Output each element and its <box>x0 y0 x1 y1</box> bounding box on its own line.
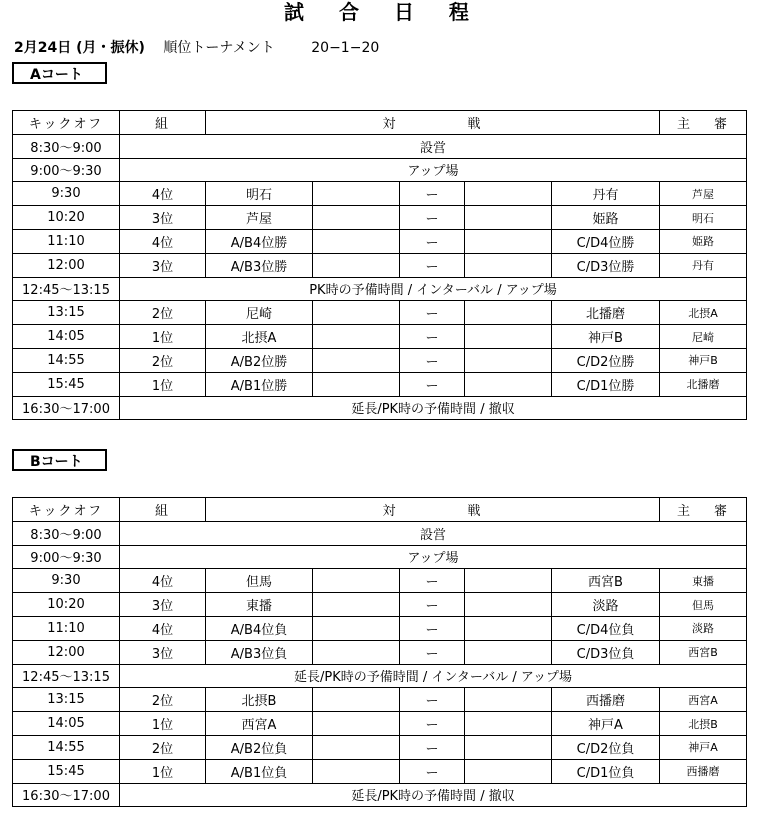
header-match-part2: 戦 <box>467 503 483 519</box>
kickoff-time: 8:30〜9:00 <box>13 521 120 545</box>
match-spacer-right <box>465 759 552 783</box>
kickoff-time: 10:20 <box>13 206 120 230</box>
activity-description: アップ場 <box>120 545 747 569</box>
header-match <box>206 498 660 522</box>
match-spacer-left <box>313 301 400 325</box>
table-header-row <box>13 111 747 135</box>
kickoff-time: 13:15 <box>13 688 120 712</box>
match-spacer-left <box>313 253 400 277</box>
referee-team: 神戸B <box>660 348 747 372</box>
kickoff-time: 16:30〜17:00 <box>13 783 120 807</box>
home-team: A/B2位負 <box>206 735 313 759</box>
versus-dash: ー <box>400 372 465 396</box>
schedule-row-spanning <box>13 396 747 420</box>
away-team: C/D3位勝 <box>552 253 660 277</box>
schedule-row-spanning <box>13 134 747 158</box>
away-team: 丹有 <box>552 182 660 206</box>
match-spacer-right <box>465 712 552 736</box>
schedule-row-spanning <box>13 783 747 807</box>
away-team: C/D1位勝 <box>552 372 660 396</box>
kickoff-time: 12:00 <box>13 640 120 664</box>
kickoff-time: 14:55 <box>13 735 120 759</box>
versus-dash: ー <box>400 735 465 759</box>
home-team: A/B1位負 <box>206 759 313 783</box>
event-date: 2月24日 (月・振休) <box>14 40 145 56</box>
match-spacer-left <box>313 229 400 253</box>
match-spacer-left <box>313 735 400 759</box>
match-spacer-right <box>465 616 552 640</box>
group-rank: 3位 <box>120 253 206 277</box>
away-team: 神戸B <box>552 325 660 349</box>
referee-team: 尼崎 <box>660 325 747 349</box>
activity-description: PK時の予備時間 / インターバル / アップ場 <box>120 277 747 301</box>
home-team: 尼崎 <box>206 301 313 325</box>
match-spacer-right <box>465 301 552 325</box>
match-spacer-left <box>313 348 400 372</box>
match-spacer-left <box>313 688 400 712</box>
referee-team: 芦屋 <box>660 182 747 206</box>
referee-team: 神戸A <box>660 735 747 759</box>
schedule-row-match <box>13 372 747 396</box>
schedule-row-match <box>13 616 747 640</box>
schedule-row-match <box>13 759 747 783</box>
table-header-row <box>13 498 747 522</box>
match-spacer-right <box>465 253 552 277</box>
home-team: A/B4位勝 <box>206 229 313 253</box>
referee-team: 淡路 <box>660 616 747 640</box>
match-spacer-right <box>465 688 552 712</box>
away-team: 姫路 <box>552 206 660 230</box>
group-rank: 4位 <box>120 182 206 206</box>
match-spacer-right <box>465 640 552 664</box>
versus-dash: ー <box>400 759 465 783</box>
referee-team: 西宮A <box>660 688 747 712</box>
versus-dash: ー <box>400 348 465 372</box>
away-team: 西播磨 <box>552 688 660 712</box>
match-spacer-left <box>313 569 400 593</box>
activity-description: 設営 <box>120 134 747 158</box>
home-team: 西宮A <box>206 712 313 736</box>
schedule-row-spanning <box>13 158 747 182</box>
group-rank: 2位 <box>120 348 206 372</box>
home-team: 北摂B <box>206 688 313 712</box>
schedule-row-match <box>13 229 747 253</box>
away-team: C/D4位負 <box>552 616 660 640</box>
versus-dash: ー <box>400 712 465 736</box>
home-team: A/B3位負 <box>206 640 313 664</box>
kickoff-time: 11:10 <box>13 229 120 253</box>
activity-description: アップ場 <box>120 158 747 182</box>
versus-dash: ー <box>400 229 465 253</box>
schedule-row-match <box>13 253 747 277</box>
header-kickoff: キックオフ <box>13 498 120 522</box>
match-spacer-left <box>313 640 400 664</box>
kickoff-time: 8:30〜9:00 <box>13 134 120 158</box>
header-match-part1: 対 <box>382 503 398 519</box>
match-spacer-left <box>313 206 400 230</box>
kickoff-time: 9:30 <box>13 569 120 593</box>
court-a-label: Aコート <box>12 62 107 84</box>
schedule-row-spanning <box>13 664 747 688</box>
referee-team: 但馬 <box>660 593 747 617</box>
away-team: C/D1位負 <box>552 759 660 783</box>
match-spacer-right <box>465 325 552 349</box>
match-spacer-right <box>465 372 552 396</box>
group-rank: 3位 <box>120 206 206 230</box>
group-rank: 1位 <box>120 372 206 396</box>
home-team: A/B2位勝 <box>206 348 313 372</box>
group-rank: 3位 <box>120 640 206 664</box>
versus-dash: ー <box>400 616 465 640</box>
court-b-rows <box>13 498 747 807</box>
away-team: 淡路 <box>552 593 660 617</box>
home-team: 芦屋 <box>206 206 313 230</box>
home-team: 東播 <box>206 593 313 617</box>
match-spacer-right <box>465 206 552 230</box>
schedule-row-match <box>13 735 747 759</box>
group-rank: 3位 <box>120 593 206 617</box>
header-referee-part2: 審 <box>714 116 730 132</box>
tournament-type: 順位トーナメント <box>163 40 275 56</box>
schedule-row-spanning <box>13 521 747 545</box>
away-team: C/D2位負 <box>552 735 660 759</box>
home-team: A/B3位勝 <box>206 253 313 277</box>
match-spacer-left <box>313 593 400 617</box>
away-team: C/D4位勝 <box>552 229 660 253</box>
court-b-label: Bコート <box>12 449 107 471</box>
kickoff-time: 13:15 <box>13 301 120 325</box>
referee-team: 姫路 <box>660 229 747 253</box>
kickoff-time: 12:45〜13:15 <box>13 277 120 301</box>
versus-dash: ー <box>400 253 465 277</box>
versus-dash: ー <box>400 688 465 712</box>
kickoff-time: 14:05 <box>13 325 120 349</box>
match-spacer-right <box>465 182 552 206</box>
referee-team: 北摂A <box>660 301 747 325</box>
referee-team: 北播磨 <box>660 372 747 396</box>
page-title: 試 合 日 程 <box>284 0 483 24</box>
kickoff-time: 15:45 <box>13 759 120 783</box>
versus-dash: ー <box>400 182 465 206</box>
schedule-row-match <box>13 182 747 206</box>
kickoff-time: 9:00〜9:30 <box>13 158 120 182</box>
away-team: C/D3位負 <box>552 640 660 664</box>
match-spacer-right <box>465 735 552 759</box>
activity-description: 設営 <box>120 521 747 545</box>
referee-team: 丹有 <box>660 253 747 277</box>
header-referee-part2: 審 <box>714 503 730 519</box>
group-rank: 1位 <box>120 325 206 349</box>
schedule-row-match <box>13 206 747 230</box>
kickoff-time: 9:00〜9:30 <box>13 545 120 569</box>
header-group: 組 <box>120 111 206 135</box>
kickoff-time: 10:20 <box>13 593 120 617</box>
group-rank: 2位 <box>120 301 206 325</box>
schedule-row-match <box>13 640 747 664</box>
schedule-row-match <box>13 325 747 349</box>
kickoff-time: 16:30〜17:00 <box>13 396 120 420</box>
group-rank: 1位 <box>120 712 206 736</box>
header-referee-part1: 主 <box>677 503 693 519</box>
header-match-part2: 戦 <box>467 116 483 132</box>
match-spacer-left <box>313 325 400 349</box>
header-match-part1: 対 <box>382 116 398 132</box>
schedule-row-match <box>13 569 747 593</box>
match-spacer-right <box>465 348 552 372</box>
activity-description: 延長/PK時の予備時間 / 撤収 <box>120 783 747 807</box>
referee-team: 明石 <box>660 206 747 230</box>
referee-team: 西宮B <box>660 640 747 664</box>
group-rank: 1位 <box>120 759 206 783</box>
versus-dash: ー <box>400 325 465 349</box>
home-team: 北摂A <box>206 325 313 349</box>
versus-dash: ー <box>400 640 465 664</box>
kickoff-time: 9:30 <box>13 182 120 206</box>
away-team: 北播磨 <box>552 301 660 325</box>
versus-dash: ー <box>400 206 465 230</box>
match-spacer-right <box>465 229 552 253</box>
activity-description: 延長/PK時の予備時間 / インターバル / アップ場 <box>120 664 747 688</box>
kickoff-time: 12:00 <box>13 253 120 277</box>
referee-team: 東播 <box>660 569 747 593</box>
group-rank: 4位 <box>120 229 206 253</box>
document-date: 20−1−20 <box>311 40 380 56</box>
referee-team: 西播磨 <box>660 759 747 783</box>
versus-dash: ー <box>400 593 465 617</box>
match-spacer-right <box>465 569 552 593</box>
schedule-row-match <box>13 301 747 325</box>
schedule-row-spanning <box>13 545 747 569</box>
header-kickoff: キックオフ <box>13 111 120 135</box>
court-a-schedule-table <box>12 110 747 420</box>
match-spacer-left <box>313 712 400 736</box>
group-rank: 2位 <box>120 688 206 712</box>
kickoff-time: 15:45 <box>13 372 120 396</box>
header-referee <box>660 498 747 522</box>
schedule-row-match <box>13 712 747 736</box>
group-rank: 2位 <box>120 735 206 759</box>
court-a-rows <box>13 111 747 420</box>
match-spacer-left <box>313 759 400 783</box>
away-team: C/D2位勝 <box>552 348 660 372</box>
group-rank: 4位 <box>120 616 206 640</box>
match-spacer-left <box>313 372 400 396</box>
match-spacer-left <box>313 616 400 640</box>
home-team: 但馬 <box>206 569 313 593</box>
home-team: A/B1位勝 <box>206 372 313 396</box>
kickoff-time: 14:55 <box>13 348 120 372</box>
referee-team: 北摂B <box>660 712 747 736</box>
header-referee <box>660 111 747 135</box>
header-group: 組 <box>120 498 206 522</box>
event-subtitle <box>14 38 379 58</box>
court-b-schedule-table <box>12 497 747 807</box>
versus-dash: ー <box>400 569 465 593</box>
versus-dash: ー <box>400 301 465 325</box>
kickoff-time: 12:45〜13:15 <box>13 664 120 688</box>
activity-description: 延長/PK時の予備時間 / 撤収 <box>120 396 747 420</box>
schedule-row-match <box>13 348 747 372</box>
match-spacer-right <box>465 593 552 617</box>
away-team: 神戸A <box>552 712 660 736</box>
home-team: 明石 <box>206 182 313 206</box>
home-team: A/B4位負 <box>206 616 313 640</box>
header-match <box>206 111 660 135</box>
kickoff-time: 14:05 <box>13 712 120 736</box>
schedule-row-spanning <box>13 277 747 301</box>
group-rank: 4位 <box>120 569 206 593</box>
match-spacer-left <box>313 182 400 206</box>
schedule-row-match <box>13 688 747 712</box>
away-team: 西宮B <box>552 569 660 593</box>
schedule-row-match <box>13 593 747 617</box>
kickoff-time: 11:10 <box>13 616 120 640</box>
header-referee-part1: 主 <box>677 116 693 132</box>
